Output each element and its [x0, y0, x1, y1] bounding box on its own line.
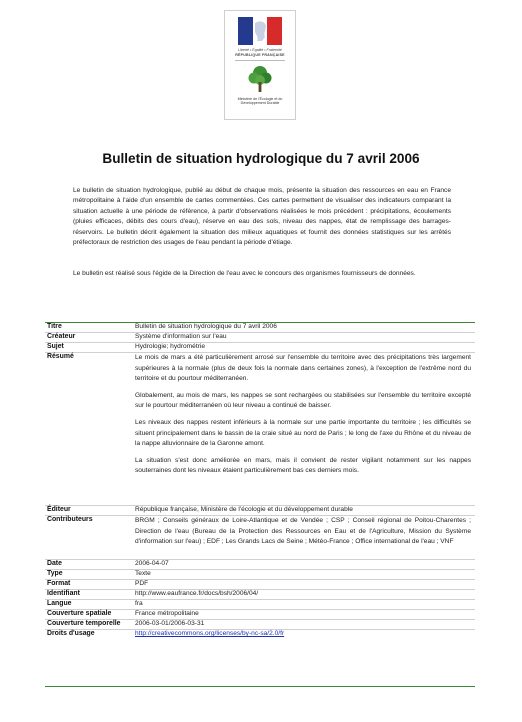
label-langue: Langue	[47, 600, 72, 607]
value-date: 2006-04-07	[135, 560, 169, 567]
marianne-flag-logo	[238, 17, 282, 45]
label-droits-usage: Droits d'usage	[47, 630, 95, 637]
rf-name: RÉPUBLIQUE FRANÇAISE	[235, 53, 285, 57]
value-identifiant: http://www.eaufrance.fr/docs/bsh/2006/04/	[135, 590, 259, 597]
label-date: Date	[47, 560, 62, 567]
value-couverture-temporelle: 2006-03-01/2006-03-31	[135, 620, 205, 627]
label-couverture-spatiale: Couverture spatiale	[47, 610, 112, 617]
value-sujet: Hydrologie; hydrométrie	[135, 343, 205, 350]
value-type: Texte	[135, 570, 151, 577]
value-langue: fra	[135, 600, 143, 607]
value-titre: Bulletin de situation hydrologique du 7 avril 2006	[135, 323, 277, 330]
resume-paragraph-1: Le mois de mars a été particulièrement arrosé sur l'ensemble du territoire avec des précipitations très largement supérieures à la normale (plus de deux fois la normale dans certaines zones), à l'exception de l'extrême nord du territoire et du pourtour méditerranéen.	[135, 354, 471, 383]
label-format: Format	[47, 580, 71, 587]
droits-usage-link[interactable]: http://creativecommons.org/licenses/by-nc-sa/2.0/fr	[135, 630, 285, 637]
label-createur: Créateur	[47, 333, 76, 340]
resume-paragraph-2: Globalement, au mois de mars, les nappes se sont rechargées ou stabilisées sur l'ensemble du territoire excepté sur le pourtour méditerranéen où leur niveau a continué de baisser.	[135, 391, 471, 410]
ministry-tree-logo	[247, 64, 273, 94]
label-resume: Résumé	[47, 353, 74, 360]
intro-paragraph-2: Le bulletin est réalisé sous l'égide de la Direction de l'eau avec le concours des organismes fournisseurs de données.	[73, 270, 416, 277]
value-format: PDF	[135, 580, 149, 587]
label-type: Type	[47, 570, 63, 577]
resume-paragraph-4: La situation s'est donc améliorée en mars, mais il convient de rester vigilant notamment sur les nappes souterraines dont les niveaux étaient particulièrement bas ces derniers mois.	[135, 456, 471, 475]
value-couverture-spatiale: France métropolitaine	[135, 610, 199, 617]
label-editeur: Éditeur	[47, 506, 71, 513]
value-createur: Système d'information sur l'eau	[135, 333, 227, 340]
header-logo-block	[224, 10, 296, 120]
label-titre: Titre	[47, 323, 62, 330]
resume-paragraph-3: Les niveaux des nappes restent inférieurs à la normale sur une partie importante du territoire ; les difficultés se situent principalement dans le bassin de la craie situé au nord de Paris ; le long de l'axe du Rhône et du niveau de la nappe alluvionnaire de la Garonne amont.	[135, 418, 471, 448]
label-sujet: Sujet	[47, 343, 64, 350]
value-contributeurs: BRGM ; Conseils généraux de Loire-Atlantique et de Vendée ; CSP ; Conseil régional de Poitou-Charentes ; Direction de l'eau (Bureau de la Protection des Ressources en Eau et de l'Agriculture, Mission du Système d'information sur l'eau) ; EDF ; Les Grands Lacs de Seine ; Météo-France ; Office international de l'eau ; VNF	[135, 517, 471, 546]
intro-paragraph-1: Le bulletin de situation hydrologique, publié au début de chaque mois, présente la situation des ressources en eau en France métropolitaine à l'aide d'un ensemble de cartes commentées. Ces cartes permettent de visualiser des indicateurs comparant la situation actuelle à une période de référence, à partir d'observations réalisées le mois précédent : précipitations, écoulements (pluies efficaces, débits des cours d'eau), réserve en eau des sols, niveau des nappes, état de remplissage des barrages-réservoirs. Le bulletin décrit également la situation des milieux aquatiques et fournit des données statistiques sur les arrêtés préfectoraux de restriction des usages de l'eau pendant la période d'étiage.	[73, 187, 451, 247]
value-editeur: République française, Ministère de l'écologie et du développement durable	[135, 506, 353, 513]
table-bottom-rule	[45, 686, 475, 687]
logo-separator	[235, 60, 285, 61]
label-couverture-temporelle: Couverture temporelle	[47, 620, 121, 627]
rf-motto: Liberté • Égalité • Fraternité	[238, 48, 282, 52]
label-identifiant: Identifiant	[47, 590, 80, 597]
value-resume	[135, 353, 471, 483]
label-contributeurs: Contributeurs	[47, 516, 93, 523]
ministry-name: Ministère de l'Écologie et du Développement Durable	[237, 97, 283, 106]
document-title: Bulletin de situation hydrologique du 7 avril 2006	[102, 151, 420, 166]
